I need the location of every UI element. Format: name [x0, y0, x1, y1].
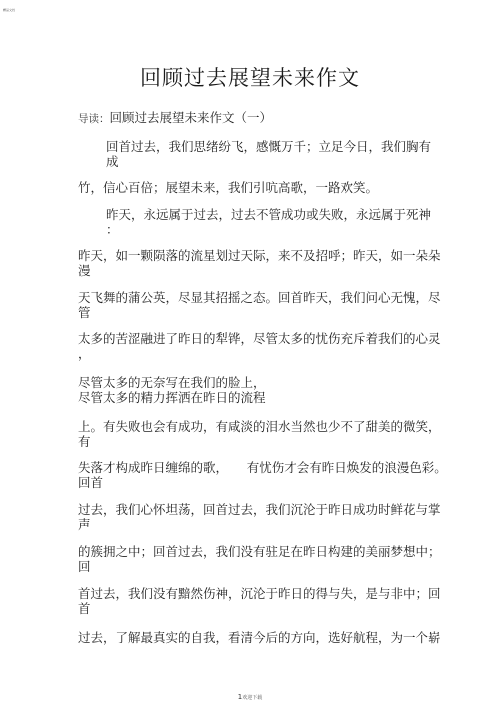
- body-line: 竹，信心百倍；展望未来，我们引吭高歌，一路欢笑。: [78, 180, 379, 195]
- body-line: 过去，了解最真实的自我，看清今后的方向，选好航程，为一个崭: [78, 630, 441, 645]
- footer-text: 欢迎下载: [242, 695, 263, 701]
- body-line: 声: [78, 517, 91, 532]
- body-line: ：: [106, 222, 119, 237]
- intro-title: 回顾过去展望未来作文（一）: [109, 110, 273, 125]
- page-footer: [0, 693, 500, 701]
- body-line: 回: [78, 559, 91, 574]
- body-line: 尽管太多的无奈写在我们的脸上，: [78, 375, 266, 390]
- body-line: 过去，我们心怀坦荡，回首过去，我们沉沦于昨日成功时鲜花与掌: [78, 502, 441, 517]
- document-title: 回顾过去展望未来作文: [140, 66, 360, 90]
- body-line: ，: [78, 346, 91, 361]
- body-line: 有: [78, 434, 91, 449]
- page-number: 1: [237, 693, 243, 701]
- body-line: 首过去，我们没有黯然伤神，沉沦于昨日的得与失，是与非中；回: [78, 586, 441, 601]
- body-line: 的簇拥之中；回首过去，我们没有驻足在昨日构建的美丽梦想中；: [78, 544, 441, 559]
- body-line: 管: [78, 305, 91, 320]
- header-corner-text: 精品文档: [3, 8, 16, 12]
- body-line: 上。有失败也会有成功，有咸淡的泪水当然也少不了甜美的微笑，: [78, 419, 441, 434]
- body-line: 失落才构成昨日缠绵的歌， 有忧伤才会有昨日焕发的浪漫色彩。: [78, 460, 447, 475]
- body-line: 成: [106, 154, 119, 169]
- body-line: 首: [78, 601, 91, 616]
- intro-line: [78, 110, 272, 127]
- body-line: 漫: [78, 263, 91, 278]
- body-line: 回首: [78, 475, 104, 490]
- body-line: 回首过去，我们思绪纷飞，感慨万千；立足今日，我们胸有: [106, 139, 432, 154]
- body-line: 昨天，如一颗陨落的流星划过天际，来不及招呼；昨天，如一朵朵: [78, 248, 441, 263]
- intro-label: 导读：: [78, 113, 110, 125]
- body-line: 昨天，永远属于过去，过去不管成功或失败，永远属于死神: [106, 207, 432, 222]
- body-line: 尽管太多的精力挥洒在昨日的流程: [78, 390, 266, 405]
- body-line: 太多的苦涩融进了昨日的犁铧，尽管太多的忧伤充斥着我们的心灵: [78, 331, 441, 346]
- body-line: 天飞舞的蒲公英，尽显其招摇之态。回首昨天，我们问心无愧，尽: [78, 290, 441, 305]
